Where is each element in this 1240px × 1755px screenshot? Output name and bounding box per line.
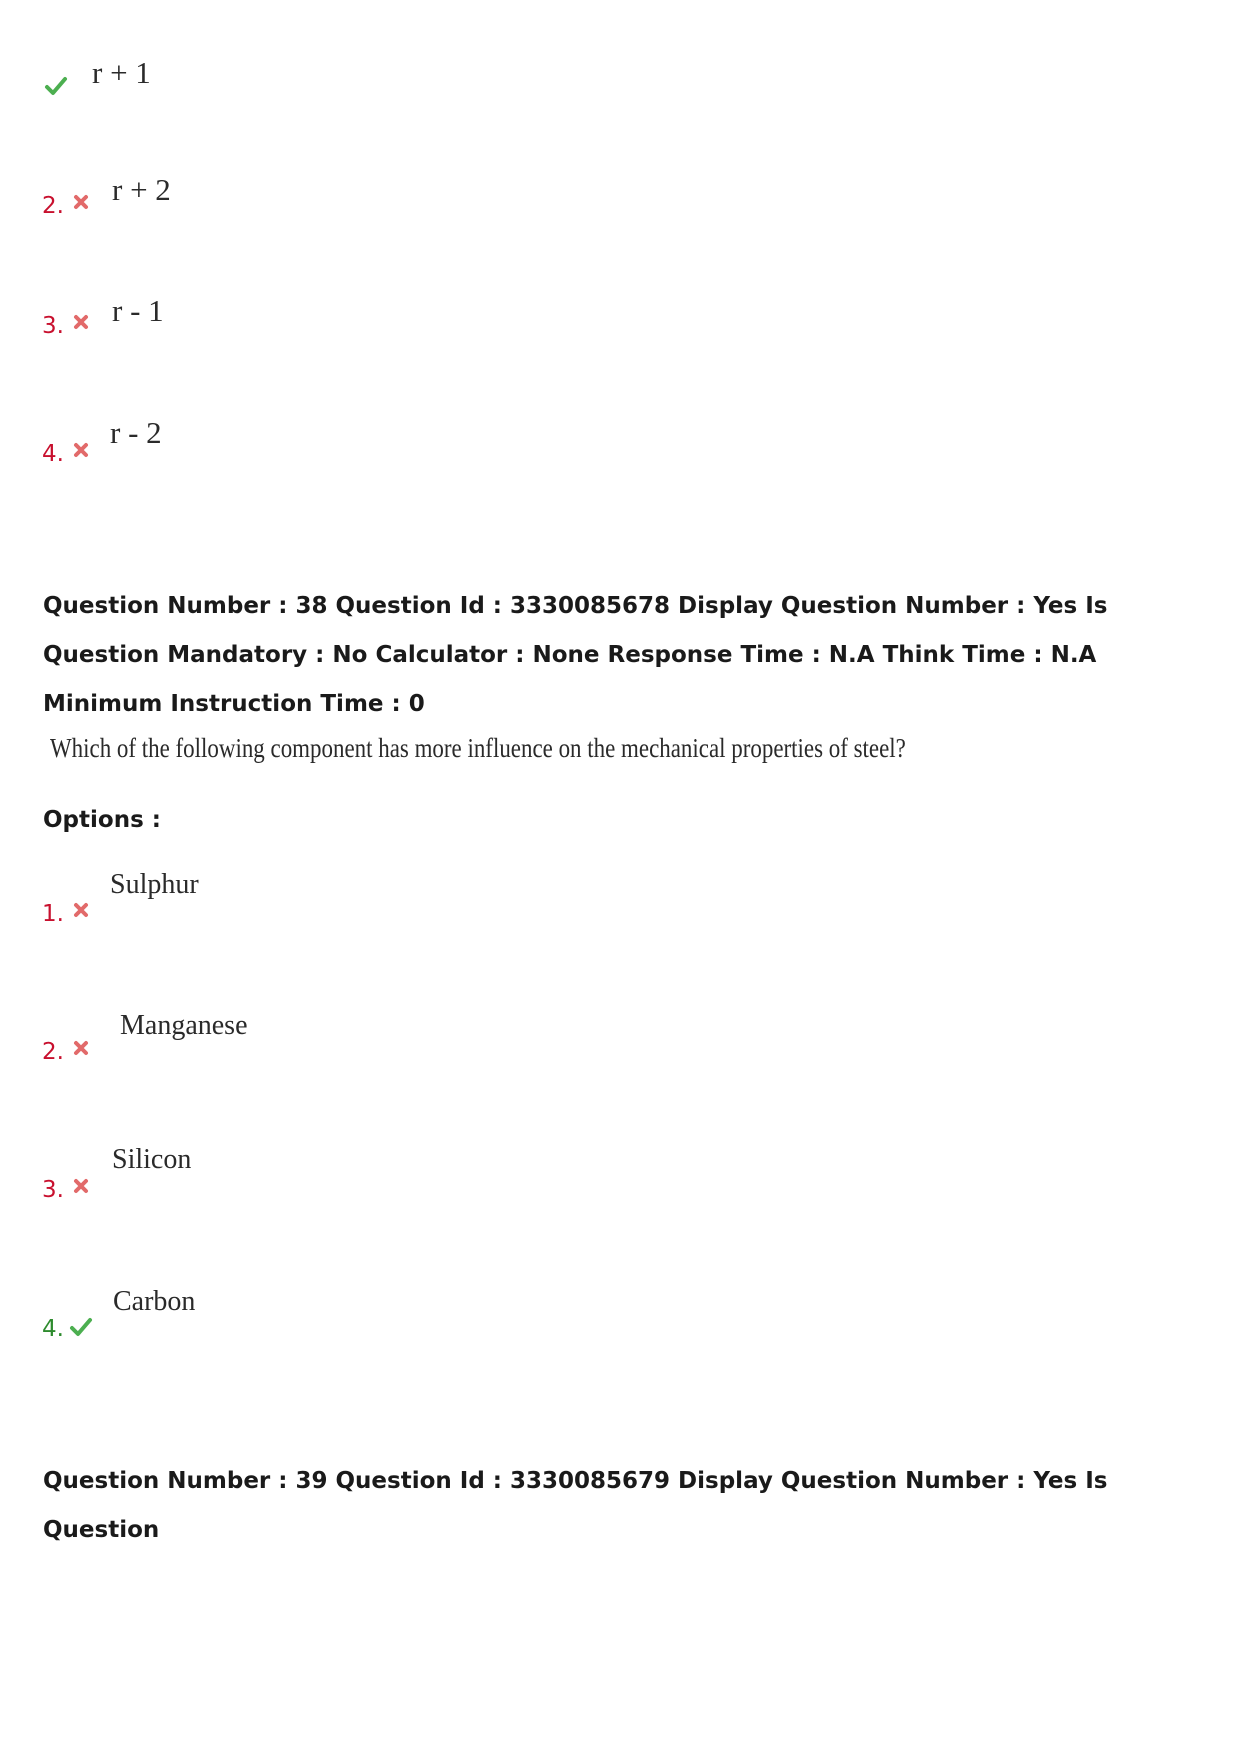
prev-option-4-text: r - 2 — [110, 415, 162, 450]
options-label: Options : — [43, 807, 161, 833]
prev-option-2 — [42, 193, 89, 219]
q38-option-3-text: Silicon — [112, 1144, 192, 1175]
q38-option-3 — [42, 1177, 89, 1203]
check-icon — [44, 74, 68, 98]
prev-option-3 — [42, 313, 89, 339]
option-number: 1. — [42, 901, 64, 927]
cross-icon — [73, 1040, 89, 1056]
prev-option-3-text: r - 1 — [112, 293, 164, 328]
cross-icon — [73, 314, 89, 330]
q38-option-1-text: Sulphur — [110, 869, 199, 900]
cross-icon — [73, 194, 89, 210]
check-icon — [69, 1315, 93, 1339]
q38-option-4-text: Carbon — [113, 1286, 196, 1317]
q38-option-1 — [42, 901, 89, 927]
question-38-meta: Question Number : 38 Question Id : 3330085678 Display Question Number : Yes Is Question Mandatory : No Calculator : None Response Time : N.A Think Time : N.A Minimum Instruction Time : 0 — [43, 593, 1108, 717]
prev-option-1 — [44, 70, 68, 98]
option-number: 3. — [42, 1177, 64, 1203]
option-number: 4. — [42, 1316, 64, 1342]
option-number: 4. — [42, 441, 64, 467]
option-number: 3. — [42, 313, 64, 339]
prev-option-4 — [42, 441, 89, 467]
q38-option-2-text: Manganese — [120, 1010, 248, 1041]
option-number: 2. — [42, 193, 64, 219]
cross-icon — [73, 902, 89, 918]
question-38-text: Which of the following component has more influence on the mechanical properties of steel? — [50, 733, 906, 763]
q38-option-2 — [42, 1039, 89, 1065]
cross-icon — [73, 442, 89, 458]
prev-option-2-text: r + 2 — [112, 172, 171, 207]
option-number: 2. — [42, 1039, 64, 1065]
question-39-meta: Question Number : 39 Question Id : 3330085679 Display Question Number : Yes Is Question — [43, 1468, 1108, 1543]
q38-option-4 — [42, 1316, 93, 1342]
cross-icon — [73, 1178, 89, 1194]
prev-option-1-text: r + 1 — [92, 55, 151, 90]
